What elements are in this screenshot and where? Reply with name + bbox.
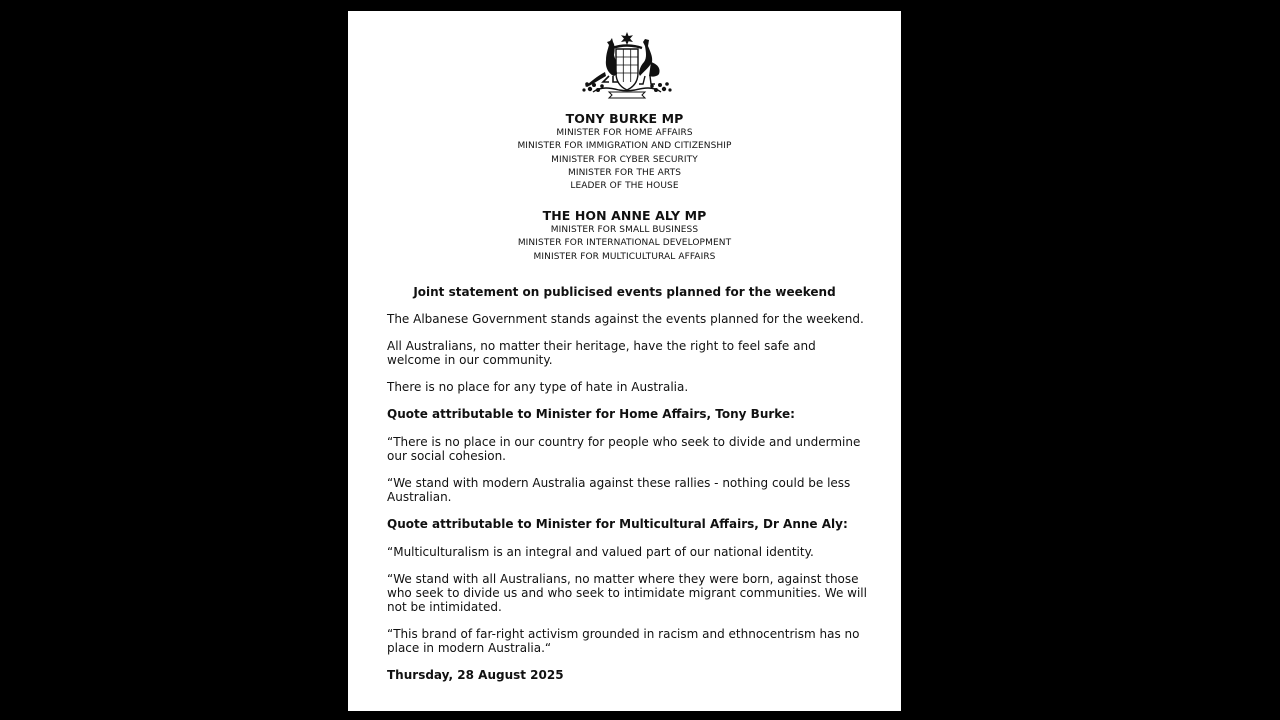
- portfolio-line: MINISTER FOR HOME AFFAIRS: [556, 128, 693, 138]
- portfolio-line: MINISTER FOR THE ARTS: [567, 167, 682, 178]
- quote-paragraph: “This brand of far-right activism grounded in racism and ethnocentrism has no place in modern Australia.“: [387, 627, 860, 655]
- quote-attribution-heading: Quote attributable to Minister for Home Affairs, Tony Burke:: [387, 407, 795, 421]
- statement-title: Joint statement on publicised events planned for the weekend: [413, 285, 836, 299]
- commonwealth-coat-of-arms-icon: [579, 32, 675, 102]
- statement-paragraph: The Albanese Government stands against the events planned for the weekend.: [387, 312, 864, 326]
- portfolio-line: LEADER OF THE HOUSE: [570, 181, 679, 192]
- quote-paragraph: “There is no place in our country for people who seek to divide and undermine our social cohesion.: [387, 435, 861, 463]
- minister-name: THE HON ANNE ALY MP: [542, 208, 707, 223]
- quote-paragraph: “We stand with all Australians, no matter where they were born, against those who seek to divide us and who seek to intimidate migrant communities. We will not be intimidated.: [387, 572, 867, 614]
- press-release-page: [348, 11, 901, 711]
- portfolio-line: MINISTER FOR IMMIGRATION AND CITIZENSHIP: [517, 141, 732, 152]
- portfolio-line: MINISTER FOR MULTICULTURAL AFFAIRS: [533, 251, 716, 262]
- minister-block-aly: [348, 208, 901, 264]
- minister-block-burke: [348, 111, 901, 193]
- statement-paragraph: All Australians, no matter their heritage, have the right to feel safe and welcome in our community.: [387, 339, 816, 367]
- quote-paragraph: “We stand with modern Australia against these rallies - nothing could be less Australian.: [387, 476, 851, 504]
- portfolio-line: MINISTER FOR INTERNATIONAL DEVELOPMENT: [517, 238, 732, 249]
- minister-name: TONY BURKE MP: [565, 111, 684, 126]
- statement-paragraph: There is no place for any type of hate in Australia.: [387, 380, 689, 394]
- quote-attribution-heading: Quote attributable to Minister for Multicultural Affairs, Dr Anne Aly:: [387, 517, 848, 531]
- quote-paragraph: “Multiculturalism is an integral and valued part of our national identity.: [387, 545, 814, 559]
- portfolio-line: MINISTER FOR CYBER SECURITY: [551, 154, 698, 165]
- portfolio-line: MINISTER FOR SMALL BUSINESS: [550, 225, 699, 235]
- statement-date: Thursday, 28 August 2025: [387, 668, 564, 682]
